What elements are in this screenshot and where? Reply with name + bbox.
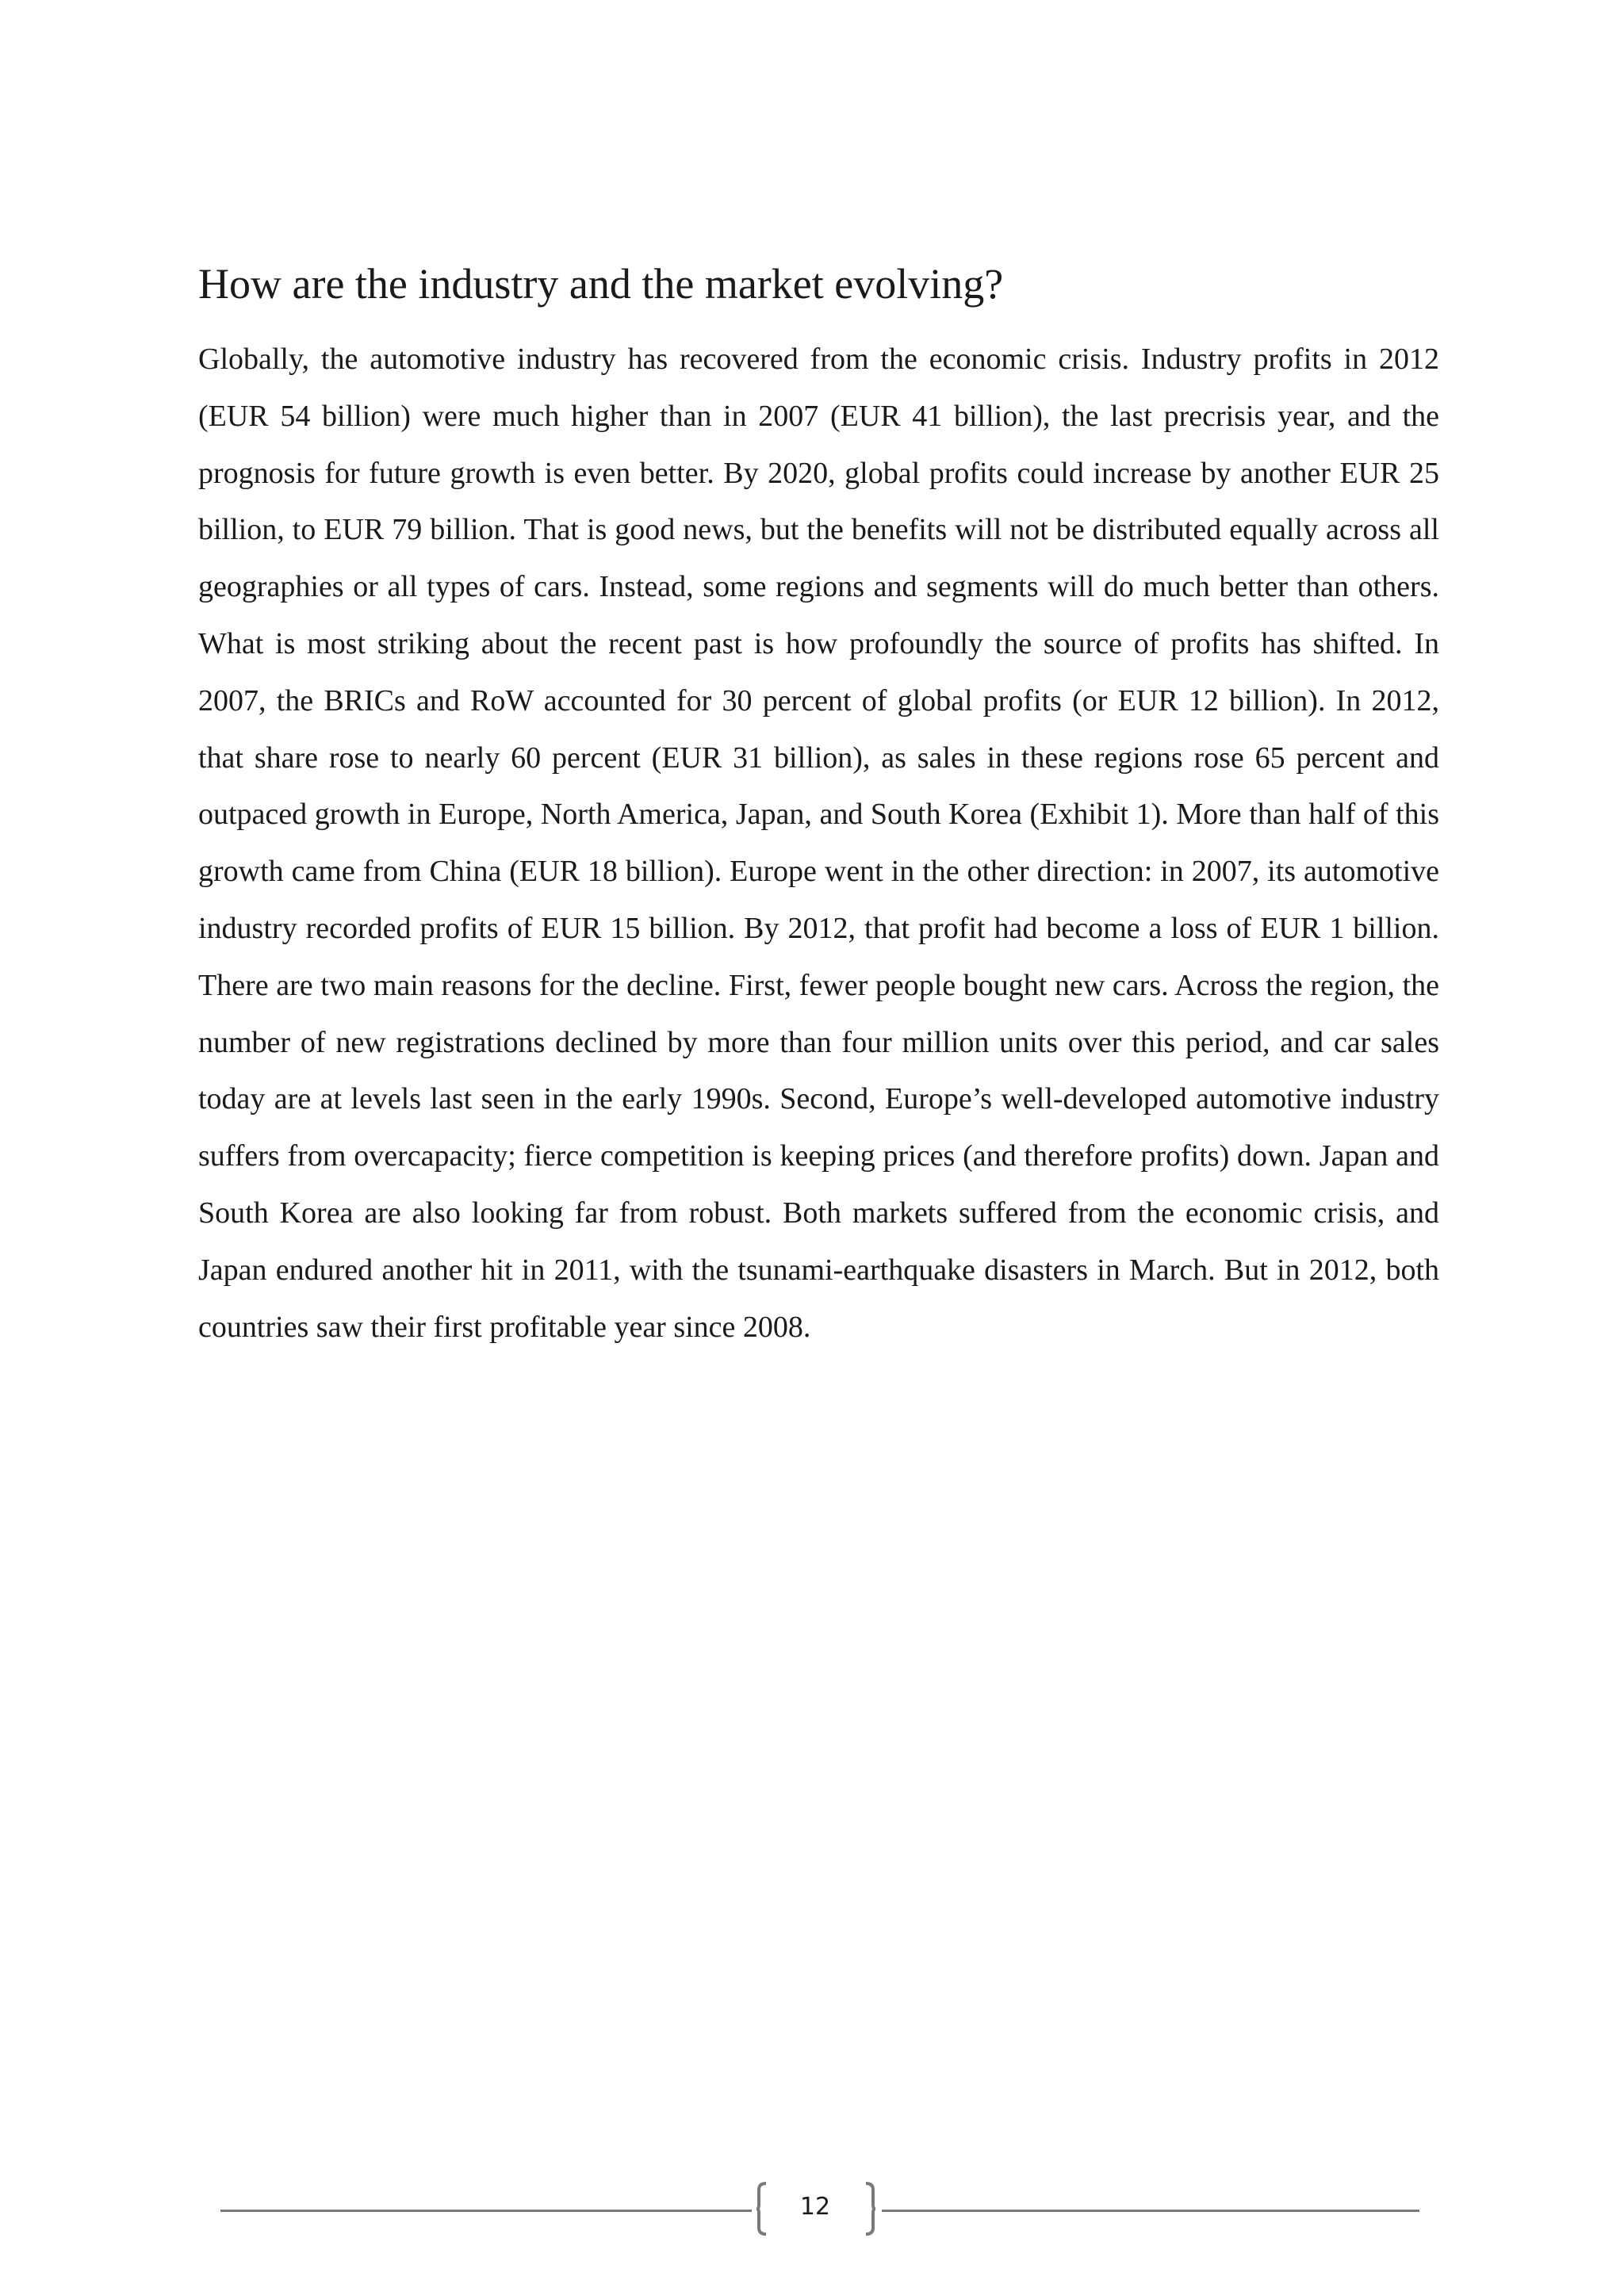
footer-rule-left (220, 2210, 752, 2212)
body-paragraph: Globally, the automotive industry has recovered from the economic crisis. Industry profits in 2012 (EUR 54 billion) were much higher than in 2007 (EUR 41 billion), the last precrisis year, and the prognosis for future growth is even better. By 2020, global profits could increase by another EUR 25 billion, to EUR 79 billion. That is good news, but the benefits will not be distributed equally across all geographies or all types of cars. Instead, some regions and segments will do much better than others. What is most striking about the recent past is how profoundly the source of profits has shifted. In 2007, the BRICs and RoW accounted for 30 percent of global profits (or EUR 12 billion). In 2012, that share rose to nearly 60 percent (EUR 31 billion), as sales in these regions rose 65 percent and outpaced growth in Europe, North America, Japan, and South Korea (Exhibit 1). More than half of this growth came from China (EUR 18 billion). Europe went in the other direction: in 2007, its automotive industry recorded profits of EUR 15 billion. By 2012, that profit had become a loss of EUR 1 billion. There are two main reasons for the decline. First, fewer people bought new cars. Across the region, the number of new registrations declined by more than four million units over this period, and car sales today are at levels last seen in the early 1990s. Second, Europe’s well-developed automotive industry suffers from overcapacity; fierce competition is keeping prices (and therefore profits) down. Japan and South Korea are also looking far from robust. Both markets suffered from the economic crisis, and Japan endured another hit in 2011, with the tsunami-earthquake disasters in March. But in 2012, both countries saw their first profitable year since 2008. (198, 342, 1439, 1344)
section-heading: How are the industry and the market evolving? (198, 260, 1004, 308)
right-bracket-icon (864, 2182, 875, 2236)
left-bracket-icon (756, 2182, 768, 2236)
footer-rule-right (882, 2210, 1419, 2212)
page-number: 12 (799, 2193, 831, 2221)
page-footer (220, 2175, 1419, 2247)
